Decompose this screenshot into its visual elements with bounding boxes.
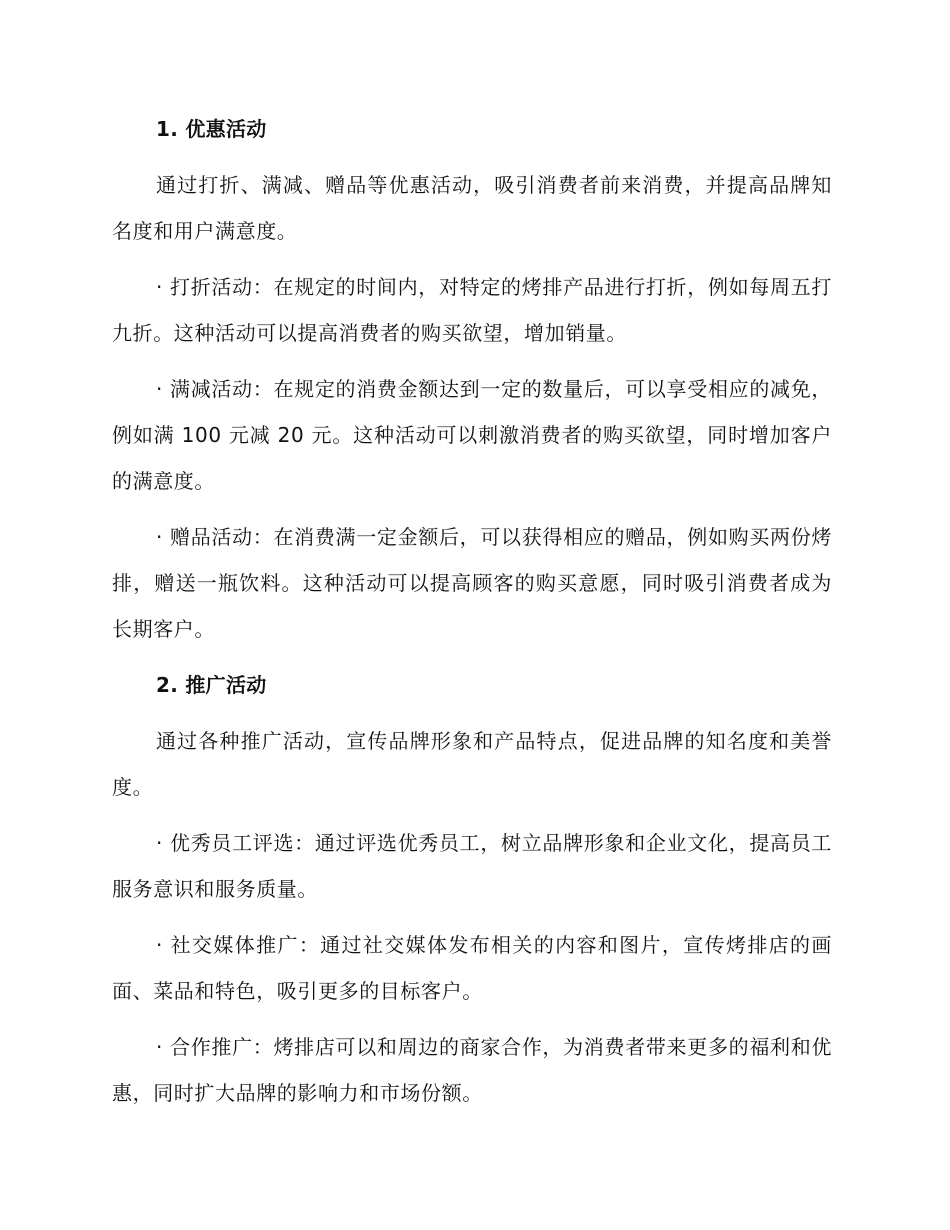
list-item-cooperation: · 合作推广：烤排店可以和周边的商家合作，为消费者带来更多的福利和优惠，同时扩大品牌的影响力和市场份额。 [112,1035,832,1105]
list-item-social-media: · 社交媒体推广：通过社交媒体发布相关的内容和图片，宣传烤排店的画面、菜品和特色，吸引更多的目标客户。 [112,933,832,1003]
document-body [112,106,832,1126]
list-item-discount: · 打折活动：在规定的时间内，对特定的烤排产品进行打折，例如每周五打九折。这种活动可以提高消费者的购买欲望，增加销量。 [112,275,832,345]
section-discount-activities [112,106,832,652]
list-item-employee-selection: · 优秀员工评选：通过评选优秀员工，树立品牌形象和企业文化，提高员工服务意识和服务质量。 [112,831,832,901]
list-item-spend-reduction: · 满减活动：在规定的消费金额达到一定的数量后，可以享受相应的减免，例如满 100 元减 20 元。这种活动可以刺激消费者的购买欲望，同时增加客户的满意度。 [112,377,832,493]
section-heading: 1. 优惠活动 [156,117,267,141]
section-intro: 通过打折、满减、赠品等优惠活动，吸引消费者前来消费，并提高品牌知名度和用户满意度。 [112,173,832,243]
section-intro: 通过各种推广活动，宣传品牌形象和产品特点，促进品牌的知名度和美誉度。 [112,729,832,799]
section-promotion-activities [112,662,832,1116]
list-item-gift: · 赠品活动：在消费满一定金额后，可以获得相应的赠品，例如购买两份烤排，赠送一瓶饮料。这种活动可以提高顾客的购买意愿，同时吸引消费者成为长期客户。 [112,525,832,641]
section-heading: 2. 推广活动 [156,673,267,697]
